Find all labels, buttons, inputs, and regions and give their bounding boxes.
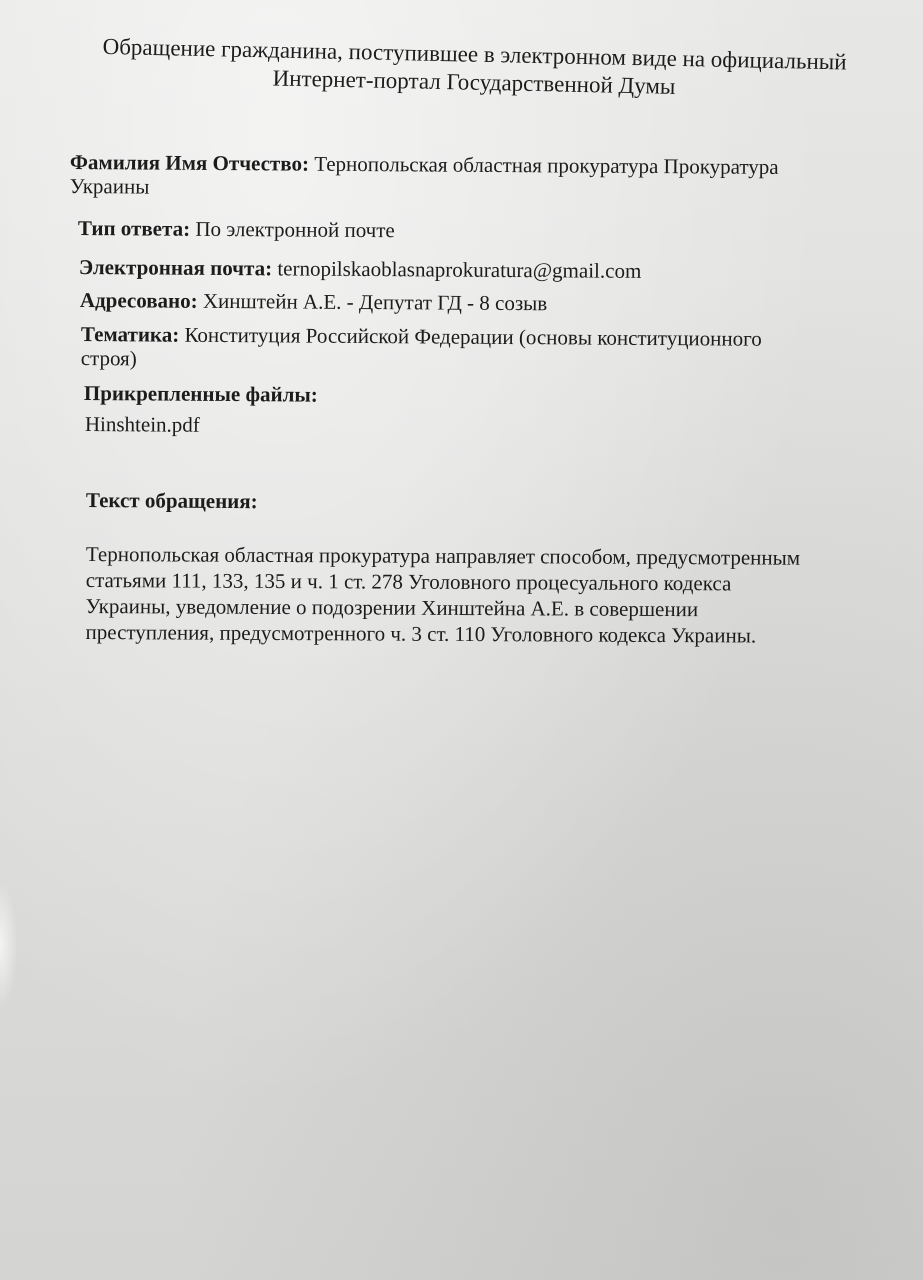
field-full-name bbox=[70, 150, 870, 204]
topic-value-line-2: строя) bbox=[80, 345, 137, 371]
topic-label: Тематика: bbox=[80, 322, 180, 347]
topic-value-line-1: Конституция Российской Федерации (основы конституционного bbox=[184, 322, 762, 351]
attachments-label: Прикрепленные файлы: bbox=[83, 381, 318, 407]
appeal-text-heading bbox=[86, 488, 886, 518]
page-edge-highlight bbox=[0, 880, 18, 1010]
attachment-file bbox=[85, 412, 885, 442]
full-name-value-line-1: Тернопольская областная прокуратура Прокуратура bbox=[314, 151, 779, 179]
appeal-line: Тернопольская областная прокуратура направляет способом, предусмотренным bbox=[85, 542, 801, 570]
appeal-line: Украины, уведомление о подозрении Хинштейна А.Е. в совершении bbox=[85, 593, 699, 622]
addressed-to-value: Хинштейн А.Е. - Депутат ГД - 8 созыв bbox=[202, 288, 548, 316]
field-response-type bbox=[78, 216, 878, 246]
field-email bbox=[79, 255, 879, 285]
field-attachments bbox=[84, 381, 884, 411]
document-title bbox=[59, 32, 890, 105]
appeal-body bbox=[85, 541, 886, 649]
response-type-label: Тип ответа: bbox=[77, 216, 191, 241]
field-addressed-to bbox=[80, 288, 880, 318]
appeal-line: статьями 111, 133, 135 и ч. 1 ст. 278 Уголовного процесуального кодекса bbox=[85, 567, 732, 596]
appeal-text-label: Текст обращения: bbox=[85, 488, 258, 514]
appeal-line: преступления, предусмотренного ч. 3 ст. 110 Уголовного кодекса Украины. bbox=[85, 619, 757, 648]
title-line-2: Интернет-портал Государственной Думы bbox=[272, 65, 676, 99]
attachment-file-name: Hinshtein.pdf bbox=[84, 412, 200, 437]
full-name-label: Фамилия Имя Отчество: bbox=[69, 150, 310, 176]
addressed-to-label: Адресовано: bbox=[79, 288, 198, 313]
field-topic bbox=[81, 322, 881, 376]
title-line-1: Обращение гражданина, поступившее в электронном виде на официальный bbox=[102, 33, 847, 75]
full-name-value-line-2: Украины bbox=[69, 173, 150, 199]
email-label: Электронная почта: bbox=[78, 255, 273, 281]
response-type-value: По электронной почте bbox=[195, 216, 395, 243]
email-value: ternopilskaoblasnaprokuratura@gmail.com bbox=[277, 256, 642, 283]
